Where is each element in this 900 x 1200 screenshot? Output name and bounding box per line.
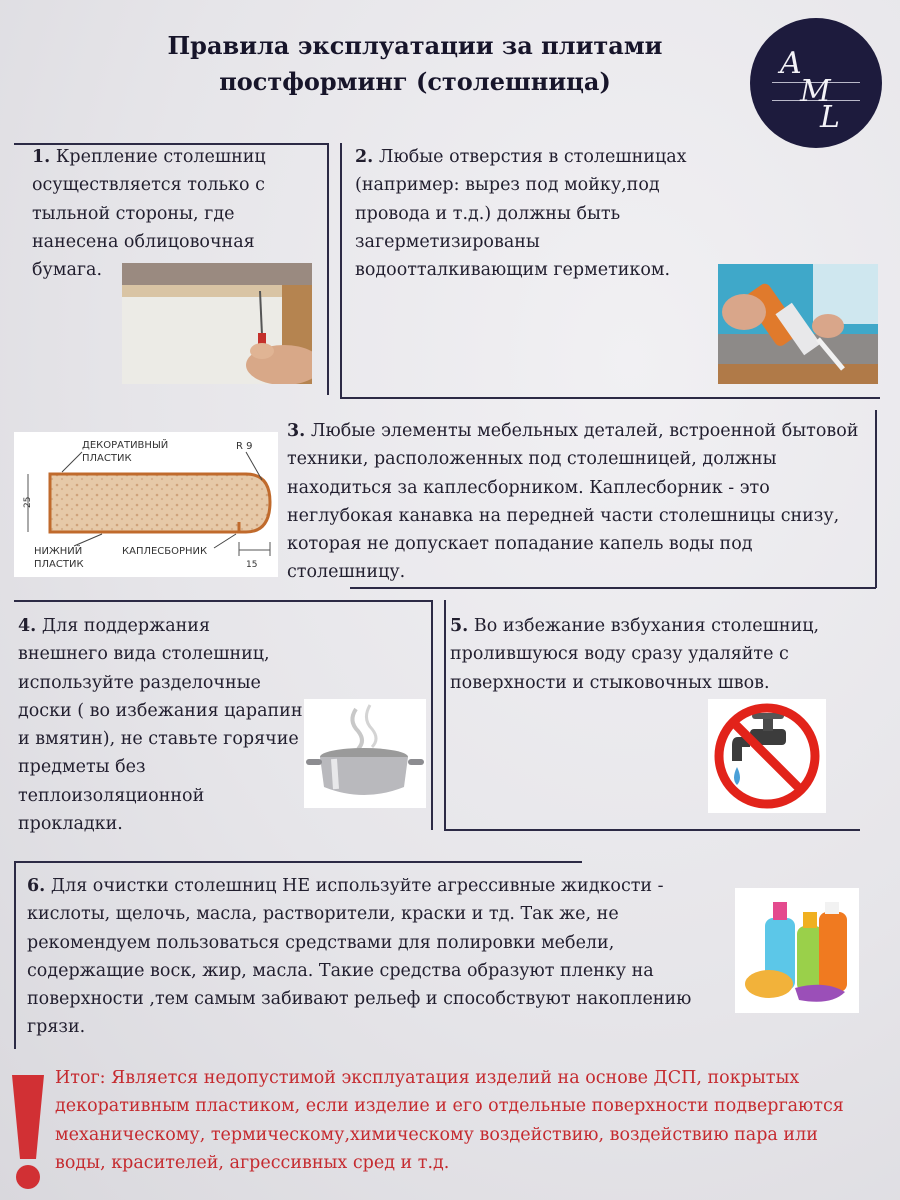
logo-letter-a: A: [780, 46, 802, 81]
rule2-left-border: [340, 143, 342, 398]
page-title: [110, 28, 720, 100]
rule-6-number: 6.: [27, 876, 46, 896]
rule6-top-border: [14, 861, 582, 863]
rule3-bottom-border: [350, 587, 876, 589]
rule5-bottom-border: [444, 829, 860, 831]
logo-letter-m: M: [800, 74, 831, 109]
rule-6-text: [27, 872, 732, 1042]
title-line-2: постформинг (столешница): [219, 67, 611, 96]
rule-6-body: Для очистки столешниц НЕ используйте агрессивные жидкости - кислоты, щелочь, масла, растворители, краски и тд. Так же, не рекомендуем пользоваться средствами для полировки мебели, содержащие воск, жир, масла. Такие средства образуют пленку на поверхности ,тем самым забивают рельеф и способствуют накоплению грязи.: [27, 876, 692, 1038]
rule-2-body: Любые отверстия в столешницах (например: вырез под мойку,под провода и т.д.) должны быть загерметизированы водоотталкивающим герметиком.: [355, 147, 687, 281]
rule-3-body: Любые элементы мебельных деталей, встроенной бытовой техники, расположенных под столешницей, должны находиться за каплесборником. Каплесборник - это неглубокая канавка на передней части столешницы снизу, которая не допускает попадание капель воды под столешницу.: [287, 421, 859, 583]
diagram-label-decor: ДЕКОРАТИВНЫЙ: [82, 440, 169, 451]
rule-1-body: Крепление столешниц осуществляется только с тыльной стороны, где нанесена облицовочная бумага.: [32, 147, 266, 281]
brand-logo: [750, 18, 882, 148]
diagram-label-decor2: ПЛАСТИК: [82, 453, 132, 464]
diagram-label-radius: R 9: [236, 441, 253, 452]
rule5-left-border: [444, 600, 446, 830]
rule4-right-border: [431, 600, 433, 830]
rule-5-body: Во избежание взбухания столешниц, пролившуюся воду сразу удаляйте с поверхности и стыковочных швов.: [450, 616, 820, 693]
diagram-label-height: 25: [23, 496, 33, 508]
screwdriver-photo: [122, 263, 312, 384]
rule4-top-border: [14, 600, 432, 602]
rule-5-number: 5.: [450, 616, 469, 636]
rule-2-text: [355, 143, 725, 284]
title-line-1: Правила эксплуатации за плитами: [167, 31, 663, 60]
diagram-label-offset: 15: [246, 560, 258, 570]
diagram-label-bottom: НИЖНИЙ: [34, 546, 83, 557]
sealant-gun-photo: [718, 264, 878, 384]
rule6-left-border: [14, 861, 16, 1049]
exclamation-icon: [8, 1075, 48, 1190]
hot-pot-photo: [304, 699, 426, 808]
rule-4-text: [18, 612, 303, 838]
cleaning-bottles-photo: [735, 888, 859, 1013]
rule2-bottom-border: [340, 397, 880, 399]
logo-letter-l: L: [820, 100, 840, 135]
no-water-sign: [708, 699, 826, 813]
rule-4-body: Для поддержания внешнего вида столешниц, используйте разделочные доски ( во избежания царапин и вмятин), не ставьте горячие предметы без теплоизоляционной прокладки.: [18, 616, 303, 835]
countertop-profile-diagram: [14, 432, 278, 577]
rule-1-number: 1.: [32, 147, 51, 167]
rule-2-number: 2.: [355, 147, 374, 167]
diagram-label-bottom2: ПЛАСТИК: [34, 559, 84, 570]
diagram-label-drip: КАПЛЕСБОРНИК: [122, 546, 208, 557]
rule-4-number: 4.: [18, 616, 37, 636]
rule-5-text: [450, 612, 850, 697]
rule3-right-border: [875, 410, 877, 588]
conclusion-text: Итог: Является недопустимой эксплуатация изделий на основе ДСП, покрытых декоративным пластиком, если изделие и его отдельные поверхности подвергаются механическому, термическому,химическому воздействию, воздействию пара или воды, красителей, агрессивных сред и т.д.: [55, 1068, 844, 1173]
rule1-right-border: [327, 143, 329, 395]
rule-3-text: [287, 417, 872, 587]
rule-3-number: 3.: [287, 421, 306, 441]
